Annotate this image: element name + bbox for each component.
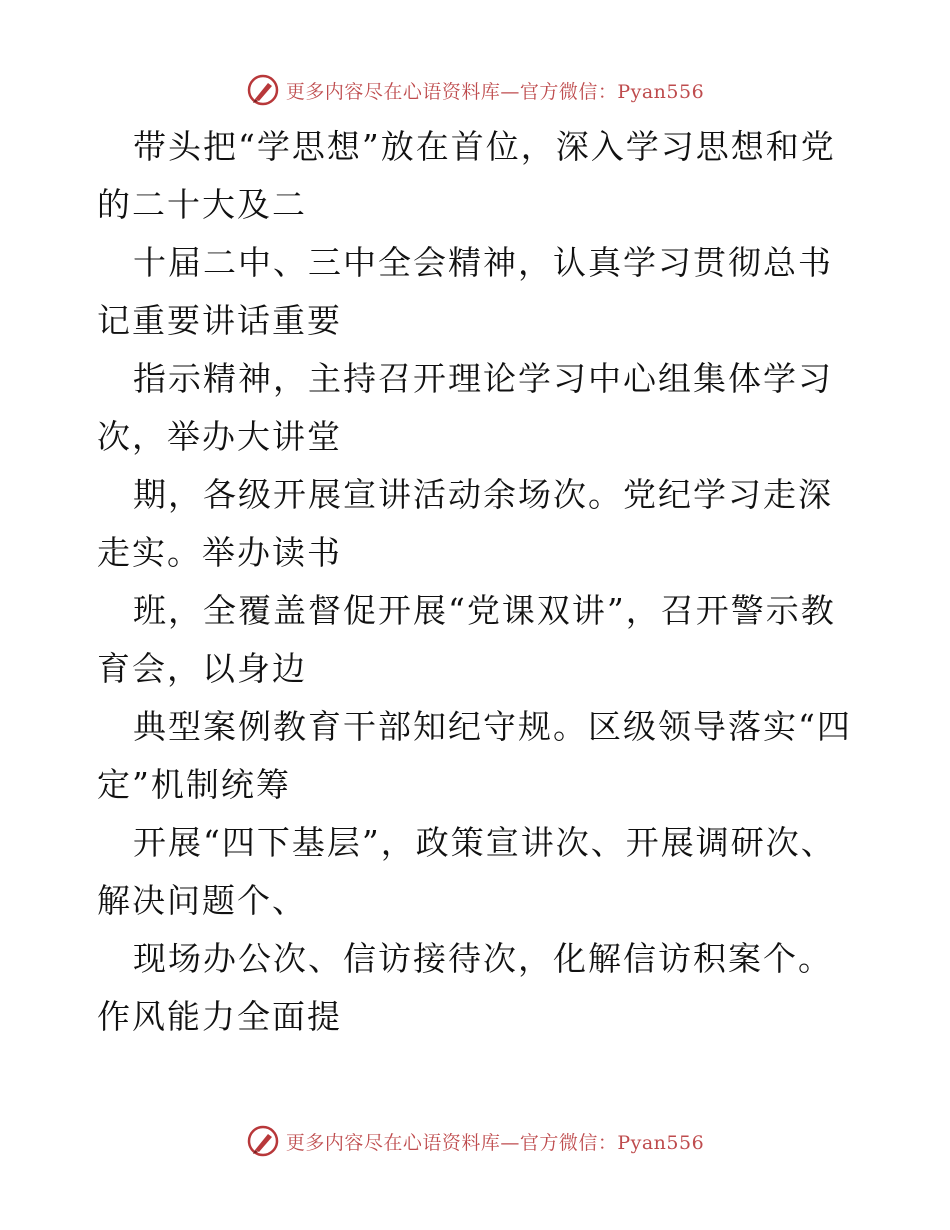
paragraph-6: 典型案例教育干部知纪守规。区级领导落实“四定”机制统筹 — [97, 707, 852, 804]
pen-logo-icon — [246, 73, 280, 107]
paragraph-1: 带头把“学思想”放在首位，深入学习思想和党的二十大及二 — [97, 127, 836, 224]
paragraph-7: 开展“四下基层”，政策宣讲次、开展调研次、解决问题个、 — [97, 823, 836, 920]
footer-watermark — [0, 1121, 950, 1161]
paragraph-8: 现场办公次、信访接待次，化解信访积案个。作风能力全面提 — [97, 939, 833, 1036]
paragraph-4: 期，各级开展宣讲活动余场次。党纪学习走深走实。举办读书 — [97, 475, 833, 572]
paragraph-2: 十届二中、三中全会精神，认真学习贯彻总书记重要讲话重要 — [97, 243, 833, 340]
paragraph-5: 班，全覆盖督促开展“党课双讲”，召开警示教育会，以身边 — [97, 591, 836, 688]
watermark-text: 更多内容尽在心语资料库—官方微信：Pyan556 — [285, 1131, 705, 1154]
header-watermark — [0, 70, 950, 110]
watermark-text: 更多内容尽在心语资料库—官方微信：Pyan556 — [285, 80, 705, 103]
pen-logo-icon — [246, 1124, 280, 1158]
paragraph-3: 指示精神，主持召开理论学习中心组集体学习次，举办大讲堂 — [97, 359, 833, 456]
document-body — [97, 118, 867, 1046]
